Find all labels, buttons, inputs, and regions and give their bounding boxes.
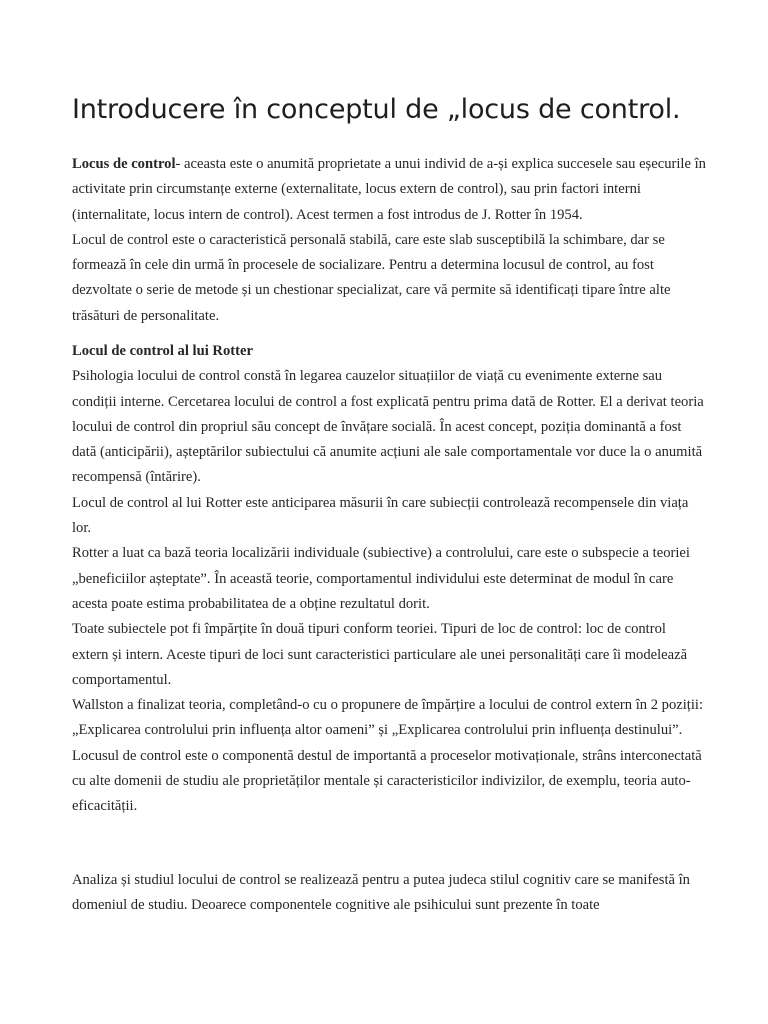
analysis-section	[72, 868, 706, 919]
section-heading: Locul de control al lui Rotter	[72, 343, 253, 359]
intro-section	[72, 152, 706, 329]
document-title: Introducere în conceptul de „locus de control.	[72, 94, 681, 125]
locus-term: Locus de control	[72, 156, 176, 172]
body-paragraph: Psihologia locului de control constă în legarea cauzelor situațiilor de viață cu evenimente externe sau condiții interne. Cercetarea locului de control a fost explicată pentru prima dată de Rotter. El a derivat teoria locului de control din propriul său concept de învățare socială. În acest concept, poziția dominantă a fost dată (anticipării), așteptărilor subiectului că anumite acțiuni ale sale comportamentale vor duce la o anumită recompensă (întărire).	[72, 368, 704, 486]
intro-paragraph	[72, 152, 706, 228]
body-paragraph: Rotter a luat ca bază teoria localizării individuale (subiective) a controlului, care este o subspecie a teoriei „beneficiilor așteptate”. În această teorie, comportamentul individului este determinat de modul în care acesta poate estima probabilitatea de a obține rezultatul dorit.	[72, 545, 690, 612]
body-paragraph: Wallston a finalizat teoria, completând-o cu o propunere de împărțire a locului de control extern în 2 poziții: „Explicarea controlului prin influența altor oameni” și „Explicarea controlului prin influența destinului”.	[72, 697, 704, 739]
stability-paragraph: Locul de control este o caracteristică personală stabilă, care este slab susceptibilă la schimbare, dar se formează în cele din urmă în procesele de socializare. Pentru a determina locusul de control, au fost dezvoltate o serie de metode și un chestionar specializat, care vă permite să identificați tipare între alte trăsături de personalitate.	[72, 231, 671, 324]
body-paragraph: Toate subiectele pot fi împărțite în două tipuri conform teoriei. Tipuri de loc de control: loc de control extern și intern. Aceste tipuri de loci sunt caracteristici particulare ale unei personalități care îi modelează comportamentul.	[72, 621, 688, 688]
body-paragraph: Locusul de control este o componentă destul de importantă a proceselor motivaționale, strâns interconectată cu alte domenii de studiu ale proprietăților mentale și caracteristicilor indivizilor, de exemplu, teoria auto-eficacității.	[72, 747, 702, 815]
body-paragraph: Locul de control al lui Rotter este anticiparea măsurii în care subiecții controlează recompensele din viața lor.	[72, 494, 689, 537]
rotter-section	[72, 339, 706, 820]
closing-paragraph: Analiza și studiul locului de control se realizează pentru a putea judeca stilul cognitiv care se manifestă în domeniul de studiu. Deoarece componentele cognitive ale psihicului sunt prezente în toate	[72, 872, 690, 914]
locus-definition: - aceasta este o anumită proprietate a unui individ de a-și explica succesele sau eșecurile în activitate prin circumstanțe externe (externalitate, locus extern de control), sau prin factori interni (internalitate, locus intern de control). Acest termen a fost introdus de J. Rotter în 1954.	[72, 156, 706, 223]
